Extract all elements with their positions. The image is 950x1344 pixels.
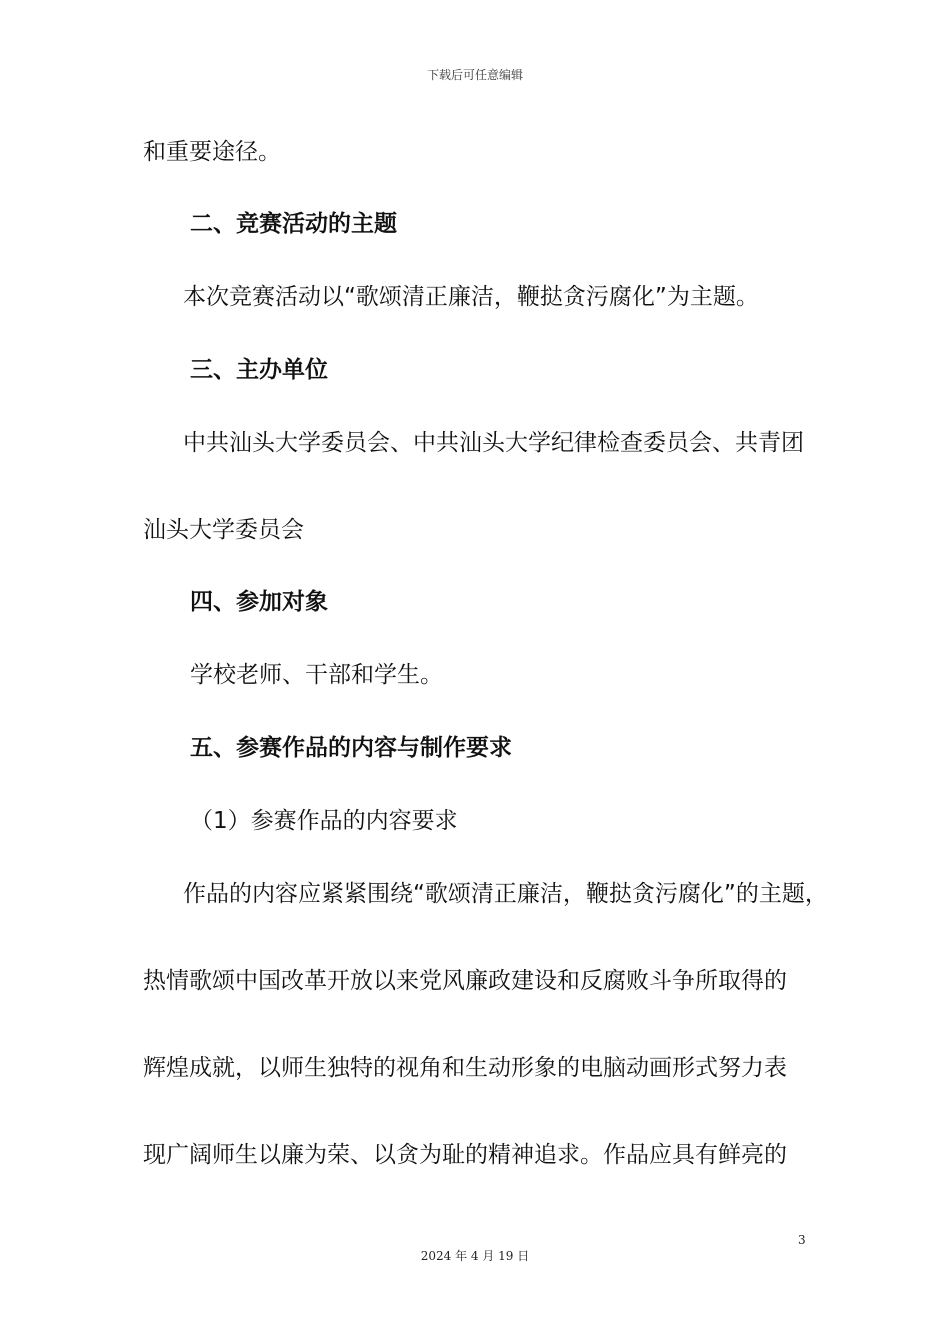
- footer-date: 2024 年 4 月 19 日: [420, 1249, 530, 1263]
- paragraph-line: 学校老师、干部和学生。: [190, 662, 443, 688]
- paragraph-line: 作品的内容应紧紧围绕“歌颂清正廉洁，鞭挞贪污腐化”的主题，: [183, 881, 828, 907]
- subsection-heading: （1）参赛作品的内容要求: [190, 808, 458, 834]
- section-heading-participants: 四、参加对象: [190, 589, 328, 615]
- paragraph-line: 和重要途径。: [143, 139, 281, 165]
- page-number: 3: [798, 1233, 806, 1247]
- page-header: 下载后可任意编辑: [426, 68, 523, 82]
- section-heading-requirements: 五、参赛作品的内容与制作要求: [190, 735, 512, 761]
- paragraph-line: 现广阔师生以廉为荣、以贪为耻的精神追求。作品应具有鲜亮的: [143, 1142, 787, 1168]
- paragraph-line: 中共汕头大学委员会、中共汕头大学纪律检查委员会、共青团: [183, 430, 804, 456]
- paragraph-line: 本次竞赛活动以“歌颂清正廉洁，鞭挞贪污腐化”为主题。: [183, 284, 759, 310]
- paragraph-line: 汕头大学委员会: [143, 517, 304, 543]
- section-heading-organizer: 三、主办单位: [190, 357, 328, 383]
- section-heading-theme: 二、竞赛活动的主题: [190, 211, 397, 237]
- paragraph-line: 辉煌成就，以师生独特的视角和生动形象的电脑动画形式努力表: [143, 1055, 787, 1081]
- paragraph-line: 热情歌颂中国改革开放以来党风廉政建设和反腐败斗争所取得的: [143, 968, 787, 994]
